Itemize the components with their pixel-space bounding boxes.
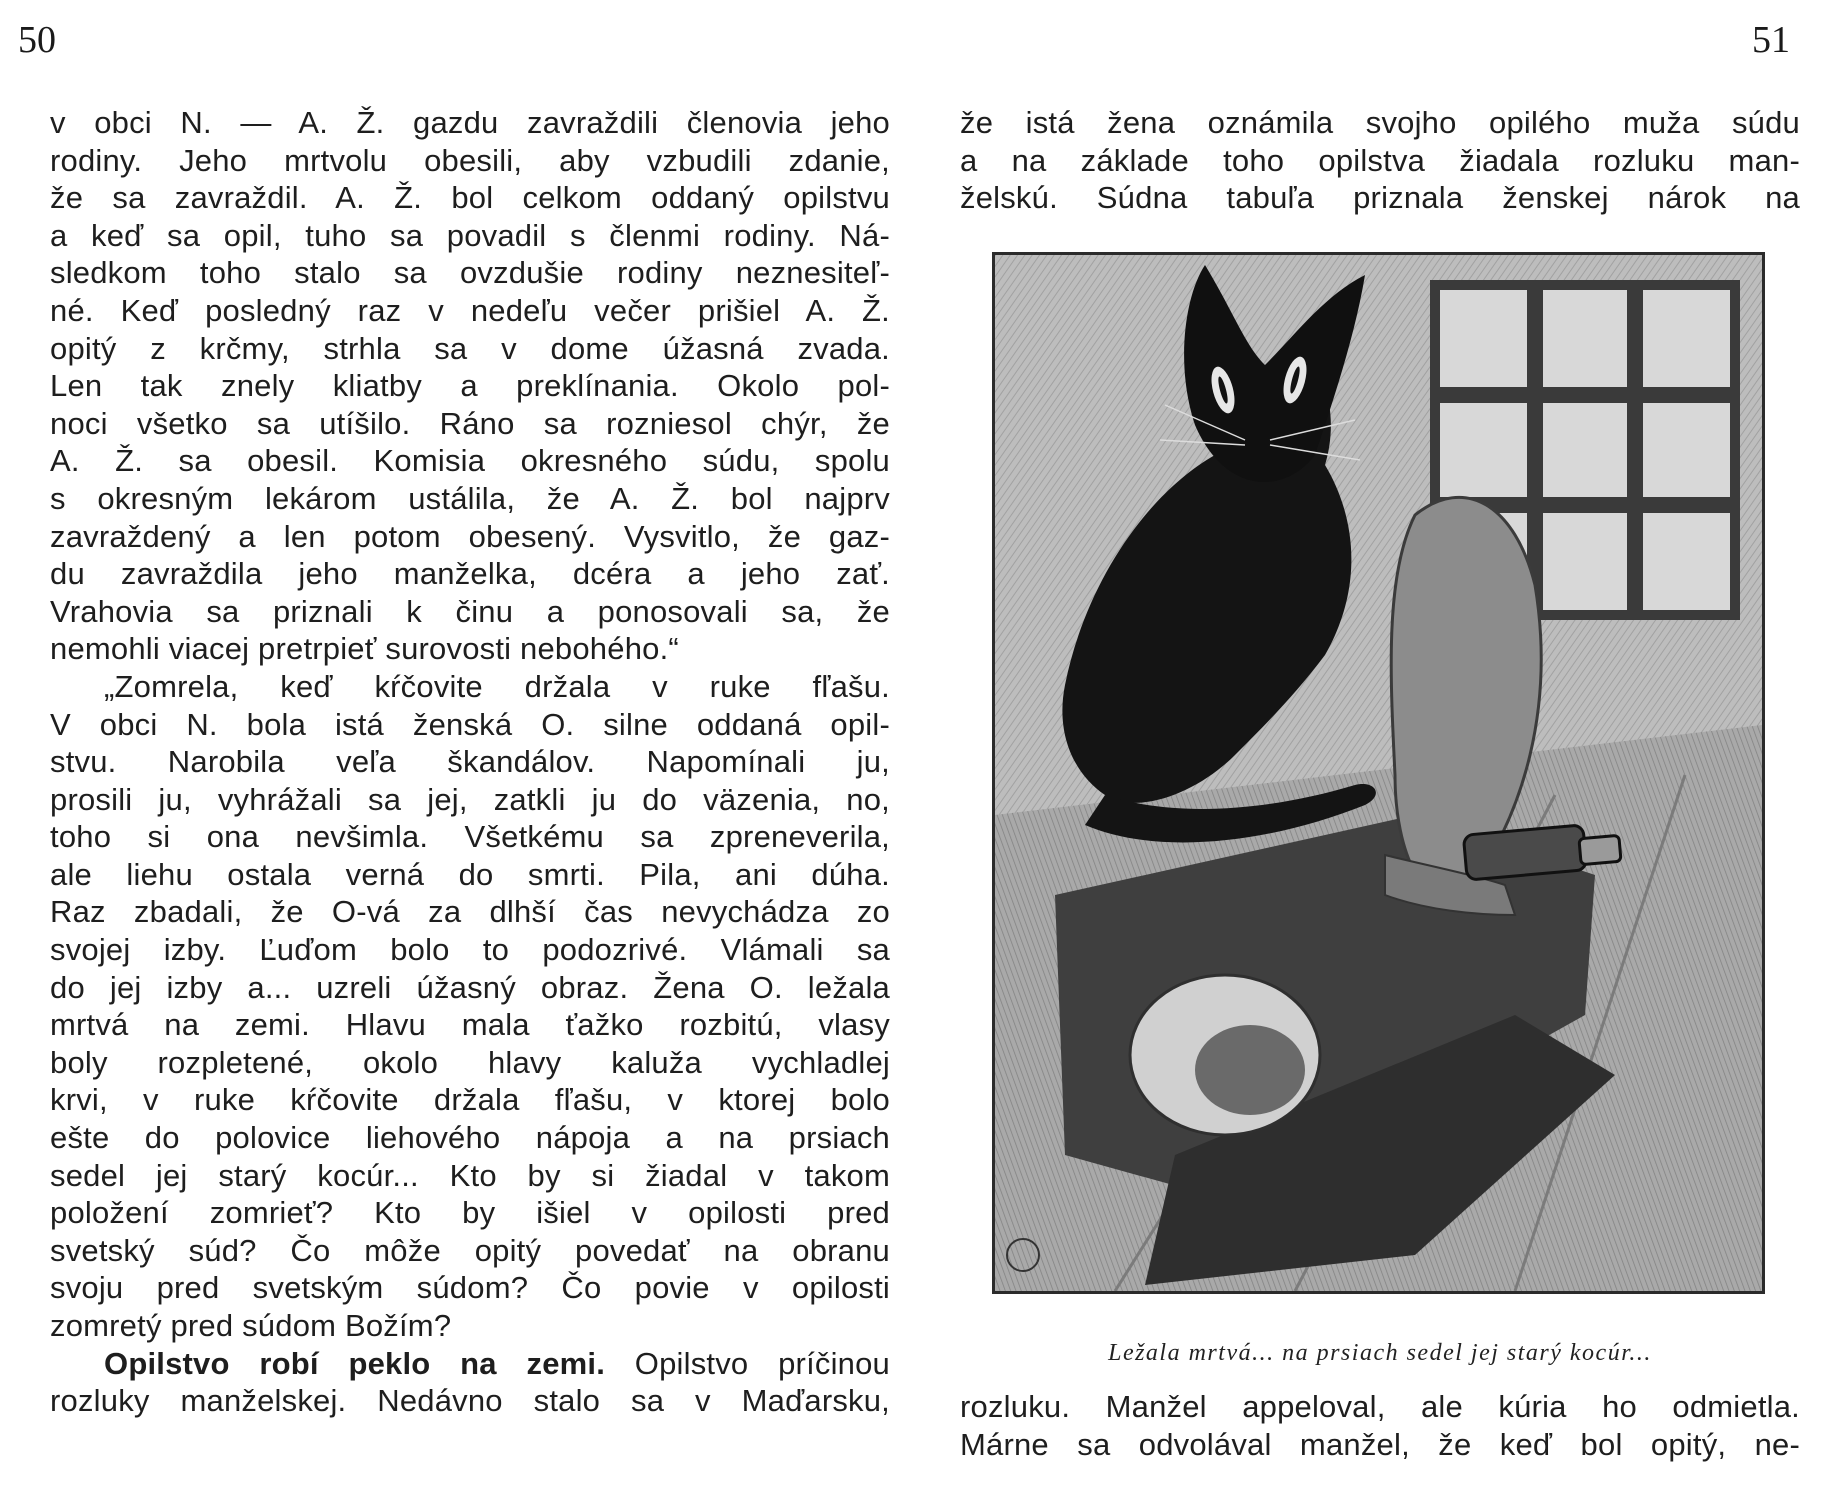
right-top-text xyxy=(960,104,1800,217)
illustration-cat-on-dead-woman xyxy=(992,252,1765,1294)
text-line: rozluky manželskej. Nedávno stalo sa v Maďarsku, xyxy=(50,1383,890,1419)
text-line: že istá žena oznámila svojho opilého muža súdu xyxy=(960,105,1800,140)
text-line: zavraždený a len potom obesený. Vysvitlo, že gaz- xyxy=(50,518,890,554)
illustration-drawing xyxy=(995,255,1762,1291)
text-line: s okresným lekárom ustálila, že A. Ž. bol najprv xyxy=(50,480,890,516)
text-line: A. Ž. sa obesil. Komisia okresného súdu, spolu xyxy=(50,443,890,479)
text-line: rodiny. Jeho mrtvolu obesili, aby vzbudili zdanie, xyxy=(50,142,890,178)
text-line: sedel jej starý kocúr... Kto by si žiadal v takom xyxy=(50,1157,890,1193)
text-line: ešte do polovice liehového nápoja a na prsiach xyxy=(50,1120,890,1156)
text-line: rozluku. Manžel appeloval, ale kúria ho odmietla. xyxy=(960,1389,1800,1424)
text-line: opitý z krčmy, strhla sa v dome úžasná zvada. xyxy=(50,330,890,366)
section-heading: Opilstvo robí peklo na zemi. xyxy=(104,1345,606,1381)
text-line: zomretý pred súdom Božím? xyxy=(50,1308,452,1343)
text-line: nemohli viacej pretrpieť surovosti nebohého.“ xyxy=(50,631,679,667)
text-line: stvu. Narobila veľa škandálov. Napomínali ju, xyxy=(50,744,890,780)
page-number-left: 50 xyxy=(18,19,56,61)
left-text-column xyxy=(50,104,890,1420)
text-line: do jej izby a... uzreli úžasný obraz. Žena O. ležala xyxy=(50,969,890,1005)
text-line: toho si ona nevšimla. Všetkému sa zpreneverila, xyxy=(50,819,890,855)
text-line: sledkom toho stalo sa ovzdušie rodiny neznesiteľ- xyxy=(50,255,890,291)
text-line: Len tak znely kliatby a preklínania. Okolo pol- xyxy=(50,368,890,404)
text-line: Márne sa odvolával manžel, že keď bol opitý, ne- xyxy=(960,1426,1800,1462)
text-line: ale liehu ostala verná do smrti. Pila, ani dúha. xyxy=(50,856,890,892)
illustration-caption: Ležala mrtvá... na prsiach sedel jej starý kocúr... xyxy=(1108,1340,1652,1366)
text-line: krvi, v ruke kŕčovite držala fľašu, v ktorej bolo xyxy=(50,1082,890,1118)
text-line: a keď sa opil, tuho sa povadil s členmi rodiny. Ná- xyxy=(50,217,890,253)
text-line: boly rozpletené, okolo hlavy kaluža vychladlej xyxy=(50,1044,890,1080)
text-line: Vrahovia sa priznali k činu a ponosovali sa, že xyxy=(50,593,890,629)
text-line: svojej izby. Ľuďom bolo to podozrivé. Vlámali sa xyxy=(50,932,890,968)
text-line: du zavraždila jeho manželka, dcéra a jeho zať. xyxy=(50,556,890,592)
text-line: né. Keď posledný raz v nedeľu večer prišiel A. Ž. xyxy=(50,292,890,328)
text-line: v obci N. — A. Ž. gazdu zavraždili členovia jeho xyxy=(50,105,890,140)
text-line: a na základe toho opilstva žiadala rozluku man- xyxy=(960,142,1800,178)
text-line: prosili ju, vyhrážali sa jej, zatkli ju do väzenia, no, xyxy=(50,781,890,817)
section-heading-line xyxy=(50,1345,890,1383)
text-line: položení zomrieť? Kto by išiel v opilosti pred xyxy=(50,1195,890,1231)
right-bottom-text xyxy=(960,1388,1800,1463)
section-heading-continuation: Opilstvo príčinou xyxy=(605,1345,890,1381)
text-line: noci všetko sa utíšilo. Ráno sa rozniesol chýr, že xyxy=(50,405,890,441)
text-line: že sa zavraždil. A. Ž. bol celkom oddaný opilstvu xyxy=(50,180,890,216)
text-line: mrtvá na zemi. Hlavu mala ťažko rozbitú, vlasy xyxy=(50,1007,890,1043)
page-number-right: 51 xyxy=(1752,19,1790,61)
right-page xyxy=(920,0,1840,1500)
text-line: svoju pred svetským súdom? Čo povie v opilosti xyxy=(50,1270,890,1306)
text-line: „Zomrela, keď kŕčovite držala v ruke fľašu. xyxy=(104,668,890,704)
text-line: V obci N. bola istá ženská O. silne oddaná opil- xyxy=(50,706,890,742)
text-line: Raz zbadali, že O-vá za dlhší čas nevychádza zo xyxy=(50,894,890,930)
text-line: želskú. Súdna tabuľa priznala ženskej nárok na xyxy=(960,180,1800,216)
text-line: svetský súd? Čo môže opitý povedať na obranu xyxy=(50,1232,890,1268)
